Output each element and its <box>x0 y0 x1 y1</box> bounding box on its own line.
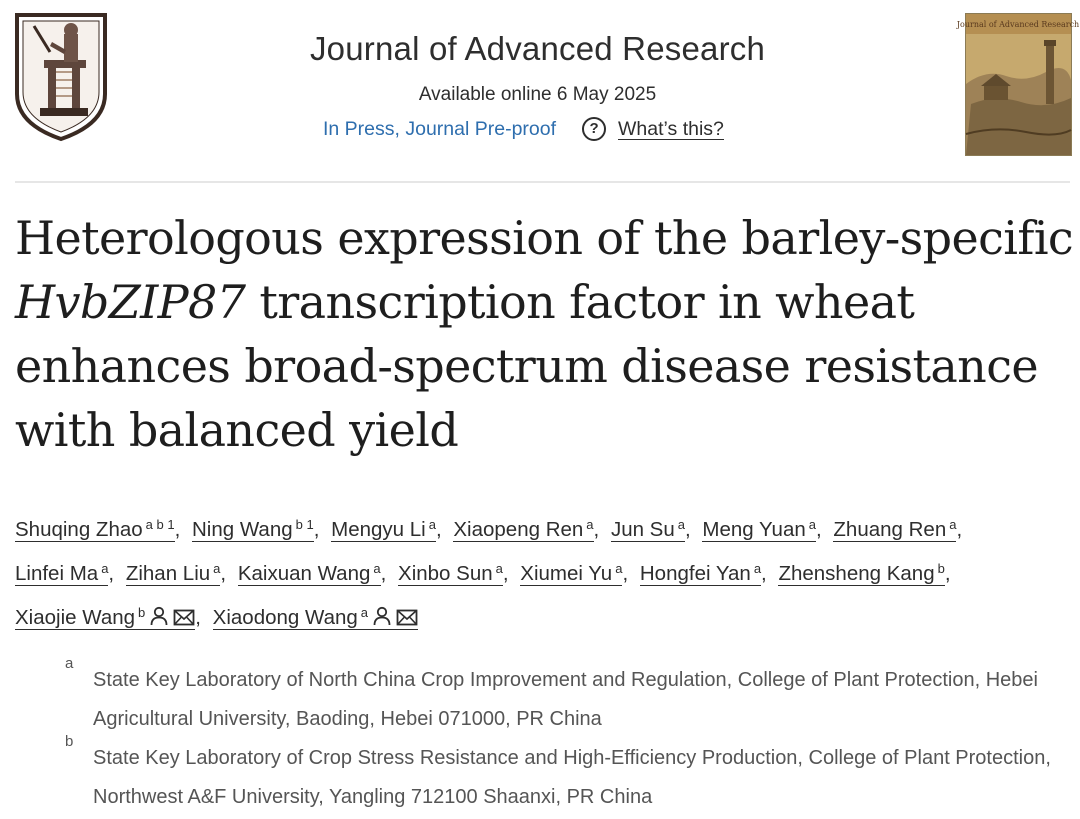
author-name: Xiumei Yu <box>520 562 613 585</box>
author-affiliation-marker: a <box>586 517 594 532</box>
header-divider <box>15 181 1070 183</box>
gene-name: HvbZIP87 <box>15 275 246 329</box>
author-link[interactable] <box>213 606 418 630</box>
author-separator: , <box>622 562 629 585</box>
author-name: Xiaojie Wang <box>15 606 136 629</box>
author-link[interactable] <box>15 606 195 630</box>
author-separator: , <box>220 562 227 585</box>
author-link[interactable] <box>453 518 593 542</box>
author-separator: , <box>108 562 115 585</box>
author-link[interactable] <box>833 518 956 542</box>
author-separator: , <box>593 518 600 541</box>
author-link[interactable] <box>520 562 622 586</box>
author-name: Shuqing Zhao <box>15 518 143 541</box>
author-link[interactable] <box>238 562 381 586</box>
affiliation-text: State Key Laboratory of Crop Stress Resistance and High-Efficiency Production, College of Plant Protection, Northwest A&F University, Yangling 712100 Shaanxi, PR China <box>93 747 1051 808</box>
author-name: Linfei Ma <box>15 562 99 585</box>
author-name: Zhuang Ren <box>833 518 947 541</box>
author-name: Jun Su <box>610 518 675 541</box>
author-separator: , <box>435 518 442 541</box>
author-separator: , <box>816 518 822 541</box>
author-affiliation-marker: b 1 <box>295 517 314 532</box>
title-part-1: Heterologous expression of the barley-specific <box>15 211 1074 265</box>
author-name: Xinbo Sun <box>398 562 493 585</box>
author-affiliation-marker: a <box>495 561 503 576</box>
author-affiliation-marker: b <box>138 605 146 620</box>
author-link[interactable] <box>398 562 503 586</box>
author-list <box>15 505 1075 639</box>
author-link[interactable] <box>331 518 436 542</box>
author-name: Zhensheng Kang <box>778 562 935 585</box>
article-status-row <box>323 117 724 141</box>
author-link[interactable] <box>126 562 221 586</box>
author-separator: , <box>195 606 201 629</box>
author-affiliation-marker: a <box>213 561 221 576</box>
person-icon[interactable] <box>149 600 169 639</box>
author-affiliation-marker: a b 1 <box>145 517 175 532</box>
author-name: Zihan Liu <box>125 562 211 585</box>
author-name: Ning Wang <box>191 518 293 541</box>
author-affiliation-marker: a <box>101 561 109 576</box>
author-affiliation-marker: a <box>360 605 369 620</box>
journal-title-link[interactable]: Journal of Advanced Research <box>309 30 766 67</box>
author-link[interactable] <box>702 518 816 542</box>
author-link[interactable] <box>15 518 175 542</box>
author-name: Meng Yuan <box>702 518 806 541</box>
question-circle-icon[interactable]: ? <box>582 117 606 141</box>
author-separator: , <box>956 518 963 541</box>
author-affiliation-marker: b <box>937 561 945 576</box>
envelope-icon[interactable] <box>396 600 418 639</box>
in-press-link[interactable]: In Press, Journal Pre-proof <box>323 117 557 140</box>
available-online-date: Available online 6 May 2025 <box>418 84 657 105</box>
author-link[interactable] <box>192 518 314 542</box>
author-separator: , <box>944 562 951 585</box>
affiliation-label: a <box>65 655 74 672</box>
journal-header <box>0 0 1080 182</box>
author-link[interactable] <box>640 562 761 586</box>
author-separator: , <box>174 518 181 541</box>
author-affiliation-marker: a <box>753 561 762 576</box>
author-link[interactable] <box>611 518 685 542</box>
journal-cover-image[interactable] <box>956 13 1080 156</box>
cover-title-text: Journal of Advanced Research <box>956 20 1080 29</box>
author-affiliation-marker: a <box>428 517 436 532</box>
author-separator: , <box>313 518 320 541</box>
author-link[interactable] <box>15 562 108 586</box>
affiliation-text: State Key Laboratory of North China Crop Improvement and Regulation, College of Plant Protection, Hebei Agricultural University, Baoding, Hebei 071000, PR China <box>93 669 1038 730</box>
author-link[interactable] <box>778 562 944 586</box>
person-icon[interactable] <box>372 600 392 639</box>
author-separator: , <box>502 562 509 585</box>
author-name: Hongfei Yan <box>639 562 751 585</box>
author-affiliation-marker: a <box>373 561 381 576</box>
author-name: Mengyu Li <box>331 518 426 541</box>
author-affiliation-marker: a <box>615 561 623 576</box>
affiliation-label: b <box>65 733 74 750</box>
author-name: Kaixuan Wang <box>237 562 371 585</box>
article-title <box>15 206 1075 462</box>
author-separator: , <box>685 518 691 541</box>
title-part-2: transcription factor in wheat enhances broad-spectrum disease resistance with balanced yield <box>15 275 1038 457</box>
journal-title <box>0 30 1075 68</box>
author-separator: , <box>380 562 387 585</box>
author-affiliation-marker: a <box>949 517 957 532</box>
author-name: Xiaodong Wang <box>212 606 358 629</box>
whats-this-link[interactable]: What’s this? <box>618 117 724 140</box>
author-separator: , <box>761 562 767 585</box>
author-affiliation-marker: a <box>677 517 685 532</box>
envelope-icon[interactable] <box>173 600 195 639</box>
author-affiliation-marker: a <box>808 517 816 532</box>
author-name: Xiaopeng Ren <box>453 518 584 541</box>
